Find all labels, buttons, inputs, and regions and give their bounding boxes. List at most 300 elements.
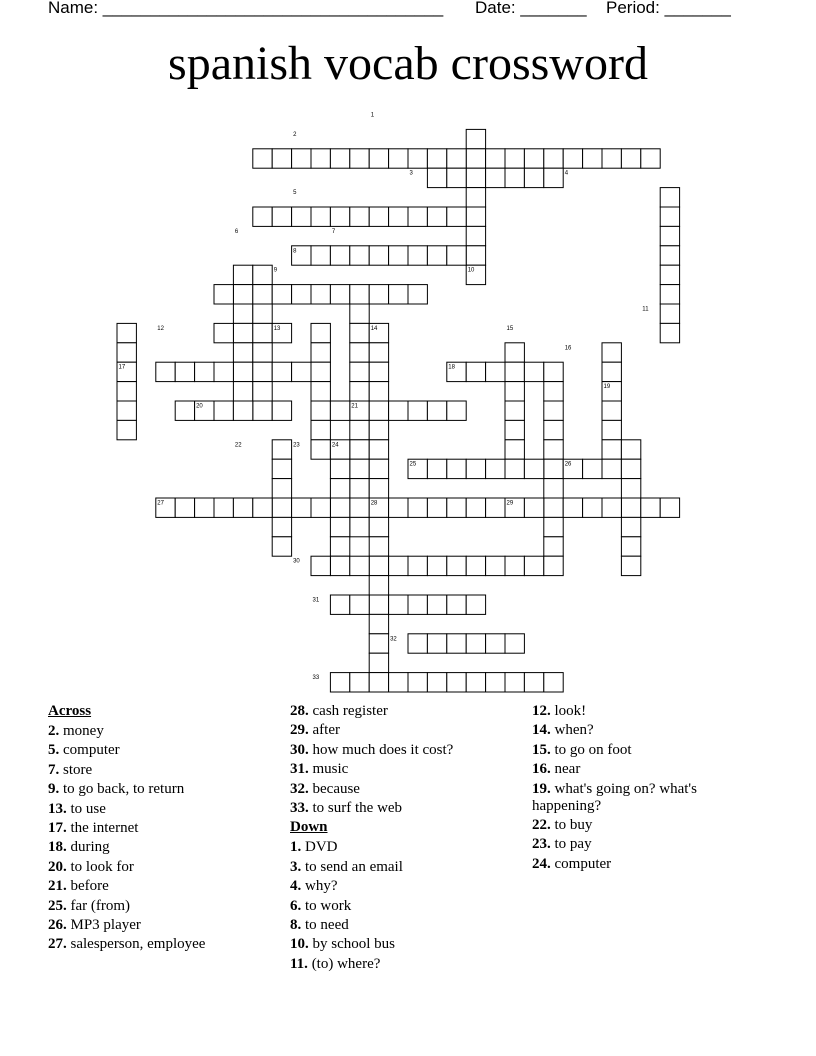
grid-cell[interactable]	[505, 634, 524, 653]
grid-cell[interactable]	[330, 537, 349, 556]
clue-text: during	[66, 839, 110, 856]
grid-cell[interactable]	[660, 498, 679, 517]
grid-cell[interactable]	[602, 343, 621, 362]
grid-cell[interactable]	[369, 362, 388, 381]
grid-cell[interactable]	[233, 265, 252, 284]
grid-cell[interactable]	[505, 382, 524, 401]
grid-cell[interactable]	[447, 498, 466, 517]
grid-cell[interactable]	[544, 440, 563, 459]
grid-cell[interactable]	[505, 420, 524, 439]
grid-cell[interactable]	[350, 673, 369, 692]
grid-cell[interactable]	[369, 246, 388, 265]
grid-cell[interactable]	[621, 517, 640, 536]
grid-cell[interactable]	[524, 149, 543, 168]
grid-cell[interactable]	[350, 343, 369, 362]
date-field[interactable]: Date: _______	[475, 0, 587, 17]
grid-cell[interactable]	[369, 149, 388, 168]
grid-cell[interactable]	[330, 479, 349, 498]
grid-cell[interactable]	[253, 265, 272, 284]
grid-cell[interactable]	[621, 149, 640, 168]
grid-cell[interactable]	[447, 634, 466, 653]
grid-cell[interactable]	[311, 362, 330, 381]
grid-cell[interactable]	[524, 168, 543, 187]
grid-cell[interactable]	[253, 149, 272, 168]
clue-number: 9.	[48, 781, 60, 798]
clue-number-label: 12	[157, 325, 164, 332]
grid-cell[interactable]	[369, 459, 388, 478]
grid-cell[interactable]	[660, 304, 679, 323]
grid-cell[interactable]	[253, 304, 272, 323]
period-field[interactable]: Period: _______	[606, 0, 731, 17]
grid-cell[interactable]	[369, 207, 388, 226]
clue-number: 1.	[290, 839, 302, 856]
grid-cell[interactable]	[311, 343, 330, 362]
grid-cell[interactable]	[583, 149, 602, 168]
grid-cell[interactable]	[505, 401, 524, 420]
grid-cell[interactable]	[350, 304, 369, 323]
grid-cell[interactable]	[408, 595, 427, 614]
grid-cell[interactable]	[427, 673, 446, 692]
grid-cell[interactable]	[272, 498, 291, 517]
grid-cell[interactable]	[621, 498, 640, 517]
grid-cell[interactable]	[466, 634, 485, 653]
grid-cell[interactable]	[369, 614, 388, 633]
grid-cell[interactable]	[253, 343, 272, 362]
grid-cell[interactable]	[214, 401, 233, 420]
grid-cell[interactable]	[621, 479, 640, 498]
grid-cell[interactable]	[233, 362, 252, 381]
grid-cell[interactable]	[427, 459, 446, 478]
grid-cell[interactable]	[389, 595, 408, 614]
grid-cell[interactable]	[311, 401, 330, 420]
grid-cell[interactable]	[427, 207, 446, 226]
grid-cell[interactable]	[466, 459, 485, 478]
grid-cell[interactable]	[175, 401, 194, 420]
grid-cell[interactable]	[408, 556, 427, 575]
grid-cell[interactable]	[369, 420, 388, 439]
grid-cell[interactable]	[195, 362, 214, 381]
clue-number-label: 24	[331, 442, 339, 449]
grid-cell[interactable]	[272, 401, 291, 420]
clue-number-label: 4	[564, 170, 569, 177]
grid-cell[interactable]	[505, 362, 524, 381]
grid-cell[interactable]	[330, 459, 349, 478]
clue-number: 31.	[290, 761, 309, 778]
grid-cell[interactable]	[602, 498, 621, 517]
grid-cell[interactable]	[447, 673, 466, 692]
grid-cell[interactable]	[117, 420, 136, 439]
grid-cell[interactable]	[408, 246, 427, 265]
grid-cell[interactable]	[272, 362, 291, 381]
grid-cell[interactable]	[602, 401, 621, 420]
grid-cell[interactable]	[447, 168, 466, 187]
grid-cell[interactable]	[408, 285, 427, 304]
grid-cell[interactable]	[350, 459, 369, 478]
grid-cell[interactable]	[330, 207, 349, 226]
grid-cell[interactable]	[369, 285, 388, 304]
clue-text: computer	[59, 742, 120, 759]
grid-cell[interactable]	[350, 285, 369, 304]
grid-cell[interactable]	[117, 401, 136, 420]
grid-cell[interactable]	[272, 479, 291, 498]
clue-text: by school bus	[308, 936, 395, 953]
grid-cell[interactable]	[253, 498, 272, 517]
down-clue	[290, 956, 520, 973]
name-field[interactable]: Name: ____________________________________	[48, 0, 444, 17]
grid-cell[interactable]	[369, 634, 388, 653]
grid-cell[interactable]	[272, 207, 291, 226]
grid-cell[interactable]	[544, 362, 563, 381]
grid-cell[interactable]	[660, 207, 679, 226]
grid-cell[interactable]	[369, 576, 388, 595]
clue-number: 15.	[532, 741, 551, 758]
grid-cell[interactable]	[330, 498, 349, 517]
grid-cell[interactable]	[427, 498, 446, 517]
grid-cell[interactable]	[214, 323, 233, 342]
clue-number: 14.	[532, 722, 551, 739]
grid-cell[interactable]	[447, 401, 466, 420]
clue-number: 8.	[290, 916, 302, 933]
clue-number-label: 26	[564, 461, 572, 468]
grid-cell[interactable]	[389, 498, 408, 517]
grid-cell[interactable]	[350, 556, 369, 575]
grid-cell[interactable]	[466, 246, 485, 265]
clue-text: the internet	[66, 819, 139, 836]
grid-cell[interactable]	[466, 673, 485, 692]
grid-cell[interactable]	[330, 673, 349, 692]
grid-cell[interactable]	[350, 420, 369, 439]
grid-cell[interactable]	[447, 556, 466, 575]
clue-number: 7.	[48, 761, 60, 778]
grid-cell[interactable]	[408, 498, 427, 517]
grid-cell[interactable]	[253, 285, 272, 304]
grid-cell[interactable]	[427, 168, 446, 187]
grid-cell[interactable]	[330, 246, 349, 265]
clue-number-label: 7	[331, 228, 336, 235]
grid-cell[interactable]	[369, 595, 388, 614]
grid-cell[interactable]	[214, 285, 233, 304]
grid-cell[interactable]	[544, 149, 563, 168]
grid-cell[interactable]	[175, 498, 194, 517]
grid-cell[interactable]	[544, 498, 563, 517]
grid-cell[interactable]	[447, 595, 466, 614]
grid-cell[interactable]	[350, 498, 369, 517]
grid-cell[interactable]	[621, 459, 640, 478]
grid-cell[interactable]	[233, 401, 252, 420]
grid-cell[interactable]	[253, 401, 272, 420]
grid-cell[interactable]	[641, 149, 660, 168]
grid-cell[interactable]	[117, 323, 136, 342]
grid-cell[interactable]	[505, 673, 524, 692]
grid-cell[interactable]	[563, 149, 582, 168]
clue-number: 22.	[532, 816, 551, 833]
grid-cell[interactable]	[369, 440, 388, 459]
grid-cell[interactable]	[272, 149, 291, 168]
grid-cell[interactable]	[544, 517, 563, 536]
grid-cell[interactable]	[369, 517, 388, 536]
across-clue	[48, 917, 278, 934]
grid-cell[interactable]	[447, 149, 466, 168]
grid-cell[interactable]	[466, 226, 485, 245]
grid-cell[interactable]	[602, 362, 621, 381]
grid-cell[interactable]	[621, 556, 640, 575]
clue-number: 17.	[48, 819, 67, 836]
grid-cell[interactable]	[466, 188, 485, 207]
grid-cell[interactable]	[505, 459, 524, 478]
grid-cell[interactable]	[660, 285, 679, 304]
grid-cell[interactable]	[524, 673, 543, 692]
grid-cell[interactable]	[544, 382, 563, 401]
clue-number: 6.	[290, 897, 302, 914]
grid-cell[interactable]	[427, 556, 446, 575]
grid-cell[interactable]	[272, 517, 291, 536]
grid-cell[interactable]	[427, 401, 446, 420]
clue-text: to send an email	[301, 858, 403, 875]
grid-cell[interactable]	[641, 498, 660, 517]
grid-cell[interactable]	[660, 265, 679, 284]
grid-cell[interactable]	[311, 285, 330, 304]
grid-cell[interactable]	[660, 226, 679, 245]
grid-cell[interactable]	[524, 556, 543, 575]
grid-cell[interactable]	[253, 362, 272, 381]
grid-cell[interactable]	[369, 479, 388, 498]
grid-cell[interactable]	[350, 382, 369, 401]
grid-cell[interactable]	[369, 673, 388, 692]
grid-cell[interactable]	[466, 556, 485, 575]
grid-cell[interactable]	[408, 149, 427, 168]
grid-cell[interactable]	[117, 343, 136, 362]
grid-cell[interactable]	[544, 556, 563, 575]
grid-cell[interactable]	[350, 323, 369, 342]
grid-cell[interactable]	[389, 149, 408, 168]
clue-number-label: 8	[293, 248, 297, 255]
grid-cell[interactable]	[233, 323, 252, 342]
grid-cell[interactable]	[466, 498, 485, 517]
grid-cell[interactable]	[292, 285, 311, 304]
grid-cell[interactable]	[330, 285, 349, 304]
grid-cell[interactable]	[350, 246, 369, 265]
grid-cell[interactable]	[311, 246, 330, 265]
grid-cell[interactable]	[330, 149, 349, 168]
grid-cell[interactable]	[427, 246, 446, 265]
grid-cell[interactable]	[369, 537, 388, 556]
across-clue	[48, 742, 278, 759]
clue-text: cash register	[308, 703, 388, 719]
grid-cell[interactable]	[544, 537, 563, 556]
grid-cell[interactable]	[311, 323, 330, 342]
clue-number-label: 13	[273, 325, 281, 332]
grid-cell[interactable]	[350, 207, 369, 226]
grid-cell[interactable]	[330, 517, 349, 536]
grid-cell[interactable]	[369, 653, 388, 672]
grid-cell[interactable]	[660, 323, 679, 342]
grid-cell[interactable]	[408, 401, 427, 420]
grid-cell[interactable]	[486, 634, 505, 653]
clue-text: to go back, to return	[59, 781, 185, 798]
grid-cell[interactable]	[292, 207, 311, 226]
clue-number-label: 31	[312, 597, 320, 604]
grid-cell[interactable]	[214, 498, 233, 517]
grid-cell[interactable]	[486, 673, 505, 692]
grid-cell[interactable]	[350, 517, 369, 536]
down-clue	[290, 839, 520, 856]
across-heading: Across	[48, 703, 92, 719]
grid-cell[interactable]	[544, 479, 563, 498]
grid-cell[interactable]	[233, 285, 252, 304]
grid-cell[interactable]	[389, 207, 408, 226]
grid-cell[interactable]	[389, 401, 408, 420]
grid-cell[interactable]	[544, 168, 563, 187]
grid-cell[interactable]	[350, 595, 369, 614]
grid-cell[interactable]	[272, 285, 291, 304]
grid-cell[interactable]	[233, 304, 252, 323]
grid-cell[interactable]	[602, 440, 621, 459]
grid-cell[interactable]	[660, 246, 679, 265]
grid-cell[interactable]	[602, 459, 621, 478]
down-clue	[532, 856, 752, 873]
grid-cell[interactable]	[466, 595, 485, 614]
grid-cell[interactable]	[175, 362, 194, 381]
grid-cell[interactable]	[505, 168, 524, 187]
grid-cell[interactable]	[660, 188, 679, 207]
grid-cell[interactable]	[311, 440, 330, 459]
grid-cell[interactable]	[253, 207, 272, 226]
grid-cell[interactable]	[253, 323, 272, 342]
grid-cell[interactable]	[369, 401, 388, 420]
grid-cell[interactable]	[272, 537, 291, 556]
grid-cell[interactable]	[389, 673, 408, 692]
clue-number: 26.	[48, 916, 67, 933]
grid-cell[interactable]	[389, 556, 408, 575]
grid-cell[interactable]	[214, 362, 233, 381]
grid-cell[interactable]	[311, 556, 330, 575]
grid-cell[interactable]	[233, 382, 252, 401]
grid-cell[interactable]	[330, 401, 349, 420]
grid-cell[interactable]	[505, 149, 524, 168]
grid-cell[interactable]	[272, 440, 291, 459]
grid-cell[interactable]	[292, 362, 311, 381]
grid-cell[interactable]	[350, 149, 369, 168]
grid-cell[interactable]	[583, 498, 602, 517]
grid-cell[interactable]	[524, 498, 543, 517]
grid-cell[interactable]	[621, 537, 640, 556]
grid-cell[interactable]	[311, 420, 330, 439]
clue-text: to buy	[550, 816, 593, 833]
grid-cell[interactable]	[486, 498, 505, 517]
grid-cell[interactable]	[311, 498, 330, 517]
clue-number-label: 16	[564, 345, 572, 352]
grid-cell[interactable]	[408, 673, 427, 692]
grid-cell[interactable]	[544, 401, 563, 420]
grid-cell[interactable]	[330, 595, 349, 614]
grid-cell[interactable]	[427, 595, 446, 614]
clue-number: 33.	[290, 799, 309, 816]
grid-cell[interactable]	[233, 343, 252, 362]
grid-cell[interactable]	[544, 673, 563, 692]
clue-number: 18.	[48, 839, 67, 856]
grid-cell[interactable]	[486, 149, 505, 168]
clue-number-label: 5	[293, 190, 297, 197]
grid-cell[interactable]	[466, 168, 485, 187]
clue-text: what's going on? what's happening?	[532, 780, 697, 814]
down-heading: Down	[290, 819, 328, 836]
grid-cell[interactable]	[524, 459, 543, 478]
grid-cell[interactable]	[350, 479, 369, 498]
grid-cell[interactable]	[447, 207, 466, 226]
grid-cell[interactable]	[505, 343, 524, 362]
clue-number-label: 32	[390, 636, 397, 643]
grid-cell[interactable]	[466, 129, 485, 148]
grid-cell[interactable]	[486, 168, 505, 187]
grid-cell[interactable]	[427, 634, 446, 653]
clue-text: MP3 player	[66, 916, 141, 933]
grid-cell[interactable]	[369, 343, 388, 362]
across-clue	[48, 878, 278, 895]
grid-cell[interactable]	[447, 246, 466, 265]
grid-cell[interactable]	[311, 382, 330, 401]
page-title: spanish vocab crossword	[168, 37, 648, 90]
grid-cell[interactable]	[408, 634, 427, 653]
grid-cell[interactable]	[486, 556, 505, 575]
grid-cell[interactable]	[330, 556, 349, 575]
grid-cell[interactable]	[195, 498, 214, 517]
grid-cell[interactable]	[292, 498, 311, 517]
grid-cell[interactable]	[466, 149, 485, 168]
grid-cell[interactable]	[389, 285, 408, 304]
grid-cell[interactable]	[466, 362, 485, 381]
grid-cell[interactable]	[447, 459, 466, 478]
grid-cell[interactable]	[544, 459, 563, 478]
down-clue	[532, 781, 752, 815]
clue-number-label: 1	[370, 112, 375, 119]
across-clue	[290, 722, 520, 739]
grid-cell[interactable]	[233, 498, 252, 517]
across-clue	[48, 859, 278, 876]
clue-number-label: 9	[273, 267, 278, 274]
grid-cell[interactable]	[369, 382, 388, 401]
grid-cell[interactable]	[621, 440, 640, 459]
grid-cell[interactable]	[389, 246, 408, 265]
grid-cell[interactable]	[524, 362, 543, 381]
grid-cell[interactable]	[350, 362, 369, 381]
clue-number-label: 29	[506, 500, 514, 507]
grid-cell[interactable]	[369, 556, 388, 575]
grid-cell[interactable]	[505, 440, 524, 459]
grid-cell[interactable]	[486, 459, 505, 478]
grid-cell[interactable]	[602, 420, 621, 439]
grid-cell[interactable]	[602, 149, 621, 168]
grid-cell[interactable]	[466, 207, 485, 226]
grid-cell[interactable]	[156, 362, 175, 381]
grid-cell[interactable]	[311, 149, 330, 168]
grid-cell[interactable]	[563, 498, 582, 517]
clue-number: 27.	[48, 936, 67, 953]
grid-cell[interactable]	[583, 459, 602, 478]
grid-cell[interactable]	[505, 556, 524, 575]
clue-text: salesperson, employee	[66, 936, 206, 953]
grid-cell[interactable]	[486, 362, 505, 381]
grid-cell[interactable]	[408, 207, 427, 226]
grid-cell[interactable]	[427, 149, 446, 168]
grid-cell[interactable]	[253, 382, 272, 401]
clue-number: 25.	[48, 897, 67, 914]
grid-cell[interactable]	[272, 459, 291, 478]
grid-cell[interactable]	[544, 420, 563, 439]
grid-cell[interactable]	[292, 149, 311, 168]
grid-cell[interactable]	[311, 207, 330, 226]
grid-cell[interactable]	[117, 382, 136, 401]
grid-cell[interactable]	[350, 440, 369, 459]
